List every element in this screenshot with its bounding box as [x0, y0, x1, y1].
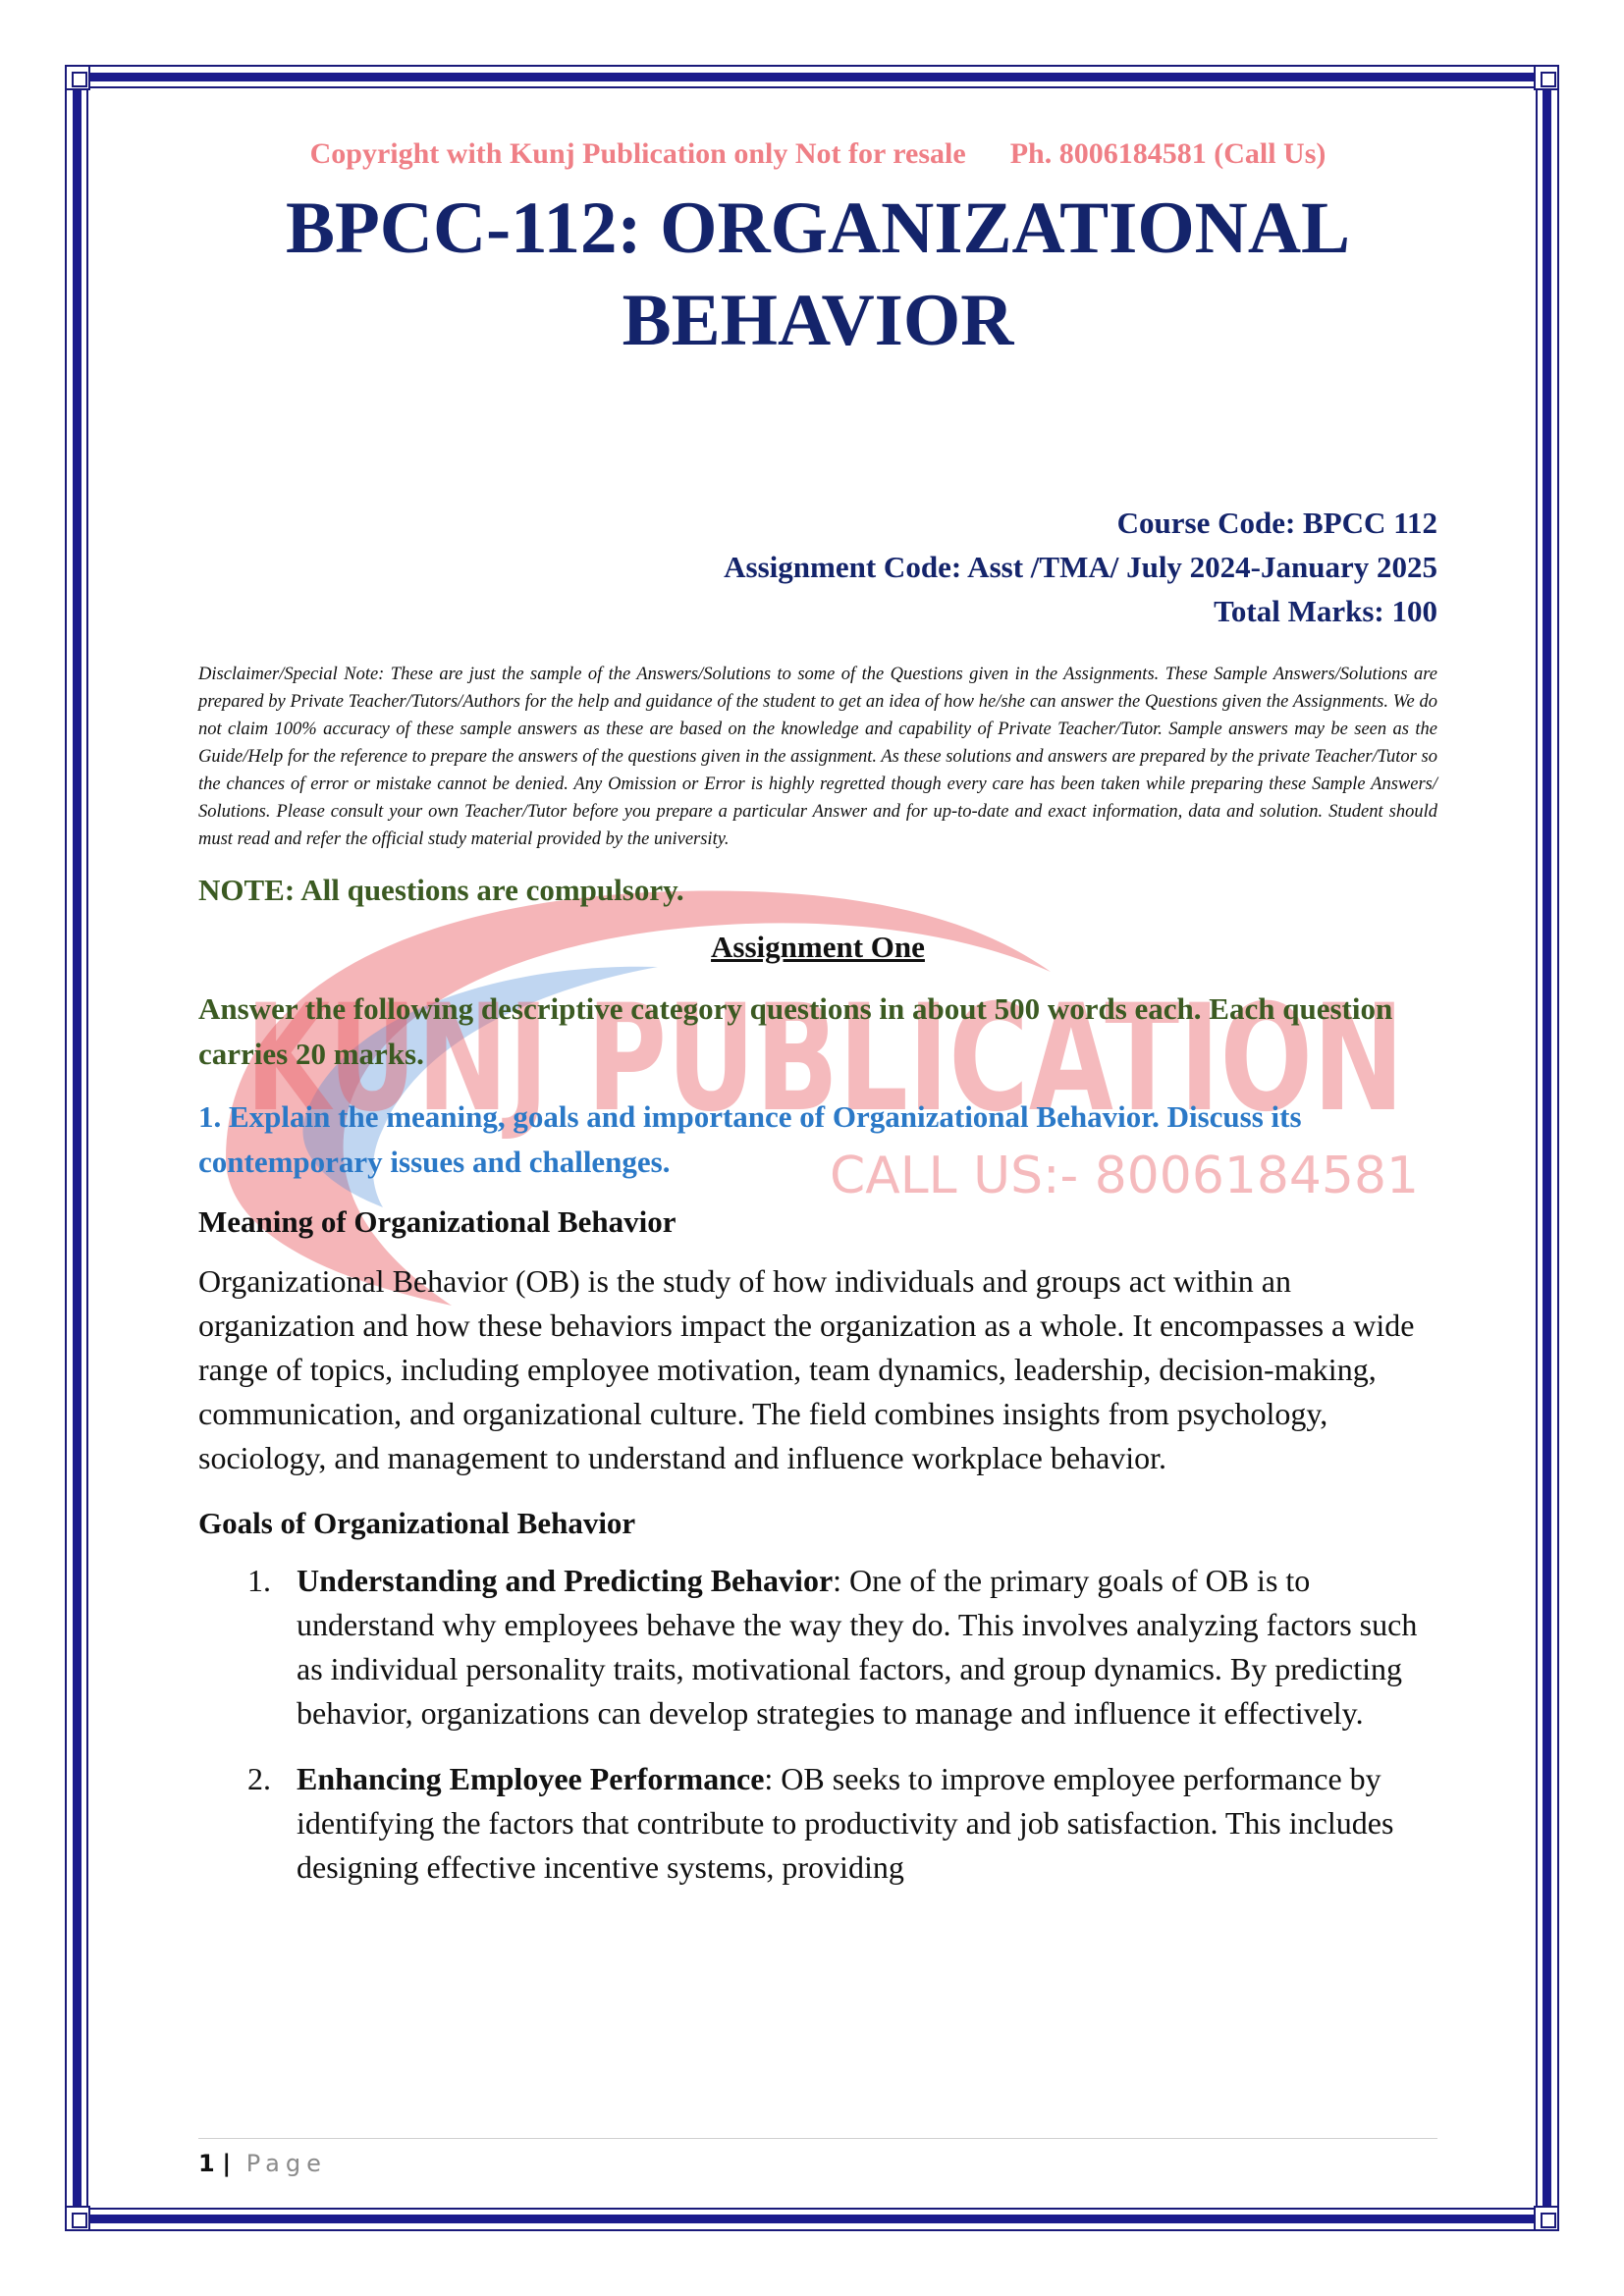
goal-text: : One of the primary goals of OB is to understand why employees behave the way they do. This involves analyzing factors such as individual personality traits, motivational factors, and group dynamics. By predicting behavior, organizations can develop strategies to manage and influence it effectively. — [297, 1563, 1418, 1731]
phone-text: Ph. 8006184581 (Call Us) — [1009, 137, 1326, 170]
note-text: NOTE: All questions are compulsory. — [198, 873, 684, 907]
instruction-text: Answer the following descriptive category questions in about 500 words each. Each question carries 20 marks. — [198, 991, 1393, 1071]
list-item — [198, 1757, 1437, 1890]
watermark-call: CALL US:- 8006184581 — [830, 1147, 1419, 1205]
goal-number: 2. — [247, 1761, 271, 1796]
footer-divider — [198, 2138, 1437, 2139]
goal-title: Enhancing Employee Performance — [297, 1761, 765, 1796]
page-footer — [198, 2150, 327, 2177]
border-corner-bottom-left — [65, 2206, 90, 2231]
course-code: Course Code: BPCC 112 — [1116, 506, 1437, 540]
goal-text: : OB seeks to improve employee performance by identifying the factors that contribute to productivity and job satisfaction. This includes designing effective incentive systems, providing — [297, 1761, 1394, 1885]
page-number: 1 — [198, 2150, 215, 2177]
goal-number: 1. — [247, 1563, 271, 1598]
goals-heading: Goals of Organizational Behavior — [198, 1506, 636, 1540]
meaning-paragraph: Organizational Behavior (OB) is the study of how individuals and groups act within an organization and how these behaviors impact the organization as a whole. It encompasses a wide range of topics, including employee motivation, team dynamics, leadership, decision-making, communication, and organizational culture. The field combines insights from psychology, sociology, and management to understand and influence workplace behavior. — [198, 1263, 1415, 1475]
border-corner-bottom-right — [1534, 2206, 1559, 2231]
assignment-meta — [198, 501, 1437, 633]
question-1: 1. Explain the meaning, goals and importance of Organizational Behavior. Discuss its contemporary issues and challenges. — [198, 1099, 1302, 1179]
disclaimer-text: Disclaimer/Special Note: These are just the sample of the Answers/Solutions to some of the Questions given in the Assignments. These Sample Answers/Solutions are prepared by Private Teacher/Tutors/Authors for the help and guidance of the student to get an idea of how he/she can answer the Questions given the Assignments. We do not claim 100% accuracy of these sample answers as these are based on the knowledge and capability of Private Teacher/Tutor. Sample answers may be seen as the Guide/Help for the reference to prepare the answers of the questions given in the assignment. As these solutions and answers are prepared by the private Teacher/Tutor so the chances of error or mistake cannot be denied. Any Omission or Error is highly regretted though every care has been taken while preparing these Sample Answers/ Solutions. Please consult your own Teacher/Tutor before you prepare a particular Answer and for up-to-date and exact information, data and solution. Student should must read and refer the official study material provided by the university. — [198, 665, 1437, 849]
copyright-line — [198, 137, 1437, 171]
watermark-brand: KUNJ PUBLICATION — [245, 974, 1404, 1145]
assignment-heading: Assignment One — [711, 930, 925, 964]
page-content — [198, 137, 1437, 1911]
list-item — [198, 1559, 1437, 1735]
title-line-1: BPCC-112: ORGANIZATIONAL — [285, 187, 1351, 269]
assignment-code: Assignment Code: Asst /TMA/ July 2024-January 2025 — [724, 550, 1437, 584]
page-label: Page — [245, 2150, 327, 2177]
border-corner-top-right — [1534, 65, 1559, 90]
document-title — [198, 183, 1437, 367]
goal-title: Understanding and Predicting Behavior — [297, 1563, 834, 1598]
goals-list — [198, 1559, 1437, 1890]
meaning-heading: Meaning of Organizational Behavior — [198, 1204, 677, 1239]
total-marks: Total Marks: 100 — [1214, 594, 1437, 628]
border-corner-top-left — [65, 65, 90, 90]
copyright-text: Copyright with Kunj Publication only Not for resale — [309, 137, 966, 170]
title-line-2: BEHAVIOR — [622, 280, 1014, 361]
footer-separator: | — [222, 2150, 232, 2177]
